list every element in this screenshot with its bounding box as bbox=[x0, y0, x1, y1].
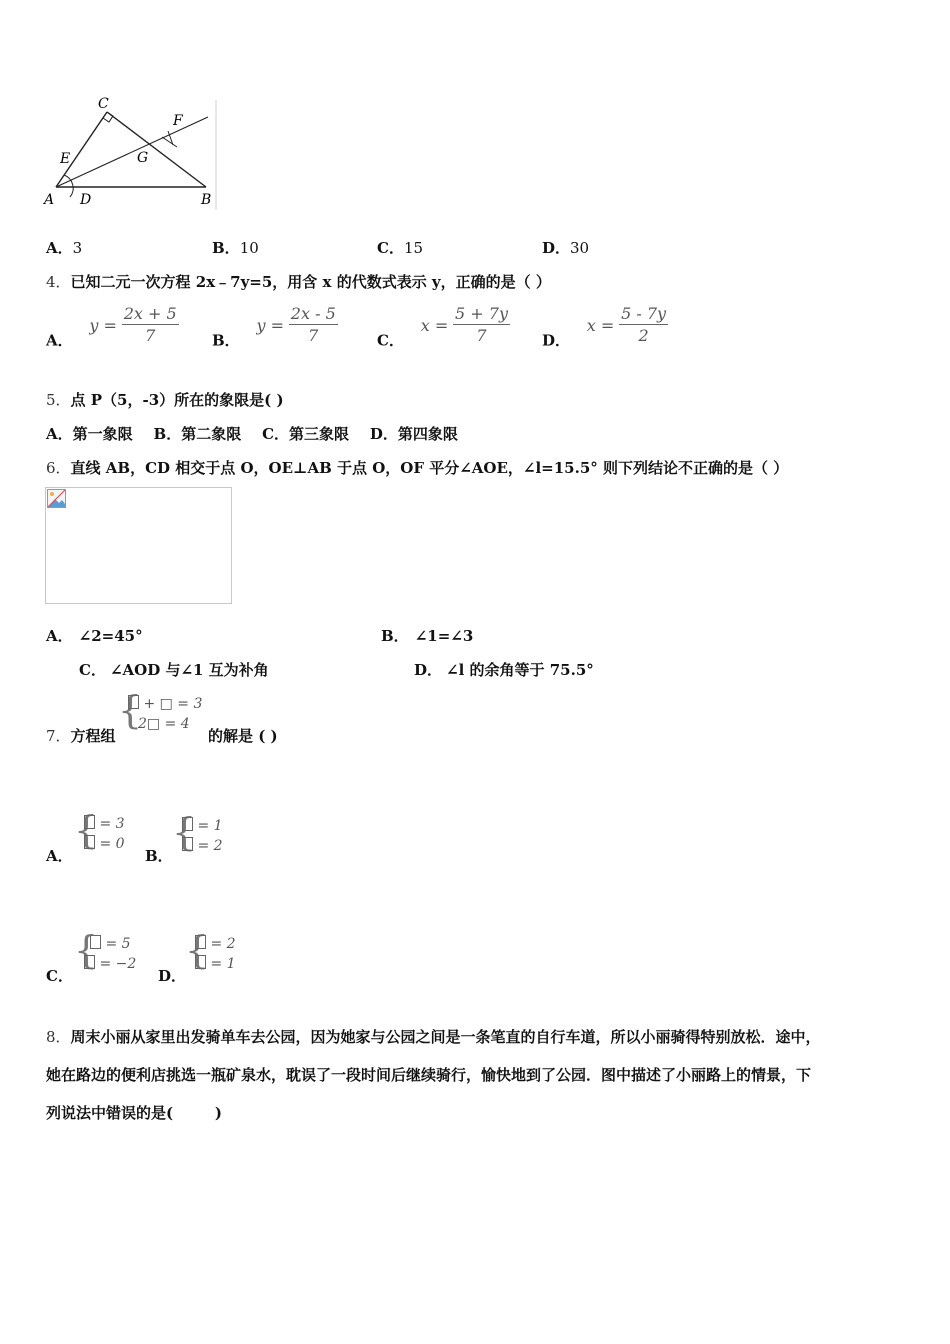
q7-option-b-system[interactable] bbox=[172, 810, 242, 857]
q4-option-d[interactable] bbox=[542, 304, 668, 351]
solution-row-1 bbox=[84, 815, 125, 833]
system-row-1 bbox=[128, 695, 202, 713]
question-text: 点 P（5，-3）所在的象限是( ) bbox=[70, 391, 284, 409]
option-letter: A． bbox=[46, 627, 73, 645]
brace-icon: { bbox=[172, 810, 197, 854]
option-letter: A． bbox=[46, 239, 73, 257]
solution-row-1 bbox=[182, 817, 223, 835]
q3-triangle-figure bbox=[40, 95, 222, 215]
question-text: 已知二元一次方程 2x﹣7y=5，用含 x 的代数式表示 y，正确的是（ ） bbox=[70, 273, 551, 291]
question-text: 直线 AB，CD 相交于点 O，OE⊥AB 于点 O，OF 平分∠AOE，∠l=15.5° 则下列结论不正确的是（ ） bbox=[70, 459, 789, 477]
option-letter: D． bbox=[542, 331, 571, 350]
option-text: ∠AOD 与∠1 互为补角 bbox=[109, 661, 269, 679]
solution-row-2 bbox=[84, 835, 125, 853]
q7-option-d-system[interactable] bbox=[185, 928, 255, 975]
option-letter: B． bbox=[381, 627, 409, 645]
brace-icon: { bbox=[118, 688, 143, 732]
variable-box-icon bbox=[90, 935, 101, 949]
option-letter: C． bbox=[79, 661, 106, 679]
variable-box-icon bbox=[128, 695, 139, 709]
variable-box-icon bbox=[182, 837, 193, 851]
q4-stem bbox=[46, 271, 551, 292]
q7-option-c-system[interactable] bbox=[74, 928, 154, 975]
option-letter: A． bbox=[46, 331, 73, 350]
question-text: 周末小丽从家里出发骑单车去公园，因为她家与公园之间是一条笔直的自行车道，所以小丽骑得特别放松．途中， bbox=[70, 1028, 821, 1046]
denominator: 7 bbox=[476, 326, 487, 345]
system-row-1-text: + □ = 3 bbox=[143, 696, 203, 712]
question-text: 方程组 bbox=[70, 727, 116, 745]
q7-option-a-system[interactable] bbox=[74, 808, 144, 855]
fraction bbox=[289, 304, 338, 347]
q7-equation-system bbox=[118, 688, 208, 735]
numerator: 5 + 7y bbox=[455, 304, 509, 323]
solution-row-1-text: = 3 bbox=[99, 816, 125, 832]
solution-row-1-text: = 5 bbox=[105, 936, 131, 952]
solution-row-1 bbox=[90, 935, 131, 953]
option-text: 3 bbox=[72, 239, 83, 257]
q6-option-a[interactable] bbox=[46, 625, 143, 646]
q7-option-d-letter[interactable]: D． bbox=[158, 967, 187, 985]
variable-box-icon bbox=[195, 935, 206, 949]
label-a: A bbox=[44, 192, 55, 208]
q8-stem-line-2: 她在路边的便利店挑选一瓶矿泉水，耽误了一段时间后继续骑行，愉快地到了公园．图中描述了小丽路上的情景，下 bbox=[46, 1066, 812, 1084]
denominator: 2 bbox=[638, 326, 649, 345]
option-letter: D． bbox=[414, 661, 443, 679]
solution-row-1-text: = 2 bbox=[210, 936, 236, 952]
q6-option-c[interactable] bbox=[79, 659, 269, 680]
option-letter: C． bbox=[377, 239, 404, 257]
q6-broken-image-placeholder bbox=[45, 487, 232, 604]
q6-option-d[interactable] bbox=[414, 659, 594, 680]
solution-row-2 bbox=[84, 955, 136, 973]
variable-box-icon bbox=[84, 835, 95, 849]
q6-stem bbox=[46, 457, 788, 478]
label-f: F bbox=[173, 113, 183, 129]
label-b: B bbox=[201, 192, 212, 208]
solution-row-2-text: = 2 bbox=[197, 838, 223, 854]
question-number: 8． bbox=[46, 1028, 71, 1046]
variable-box-icon bbox=[182, 817, 193, 831]
solution-row-2 bbox=[182, 837, 223, 855]
q4-option-b[interactable] bbox=[212, 304, 338, 351]
label-d: D bbox=[80, 192, 92, 208]
q3-option-b[interactable] bbox=[212, 237, 259, 258]
q3-option-c[interactable] bbox=[377, 237, 423, 258]
formula-lhs: y = bbox=[89, 316, 117, 335]
numerator: 2x - 5 bbox=[290, 304, 336, 323]
q3-option-a[interactable] bbox=[46, 237, 82, 258]
variable-box-icon bbox=[84, 955, 95, 969]
question-number: 6． bbox=[46, 459, 71, 477]
q4-option-c[interactable] bbox=[377, 304, 510, 351]
solution-row-2 bbox=[195, 955, 236, 973]
question-number: 4． bbox=[46, 273, 71, 291]
q7-option-a-letter[interactable]: A． bbox=[46, 847, 73, 865]
q3-option-d[interactable] bbox=[542, 237, 589, 258]
q8-stem-line-1 bbox=[46, 1026, 821, 1047]
q8-stem-line-3: 列说法中错误的是( ) bbox=[46, 1104, 222, 1122]
q7-stem-end: 的解是 ( ) bbox=[208, 727, 278, 745]
brace-icon: { bbox=[74, 808, 99, 852]
label-c: C bbox=[98, 96, 109, 112]
solution-row-2-text: = 0 bbox=[99, 836, 125, 852]
brace-icon: { bbox=[185, 928, 210, 972]
q6-option-b[interactable] bbox=[381, 625, 473, 646]
numerator: 5 - 7y bbox=[621, 304, 667, 323]
label-g: G bbox=[137, 150, 149, 166]
option-letter: B． bbox=[212, 239, 240, 257]
fraction bbox=[122, 304, 179, 347]
variable-box-icon bbox=[84, 815, 95, 829]
q7-stem-start bbox=[46, 725, 116, 746]
solution-row-2-text: = 1 bbox=[210, 956, 236, 972]
q5-stem bbox=[46, 389, 284, 410]
solution-row-1 bbox=[195, 935, 236, 953]
variable-box-icon bbox=[195, 955, 206, 969]
option-text: ∠1=∠3 bbox=[414, 627, 474, 645]
option-letter: D． bbox=[542, 239, 571, 257]
label-e: E bbox=[60, 151, 71, 167]
fraction bbox=[619, 304, 668, 347]
formula-lhs: x = bbox=[420, 316, 449, 335]
denominator: 7 bbox=[145, 326, 156, 345]
q7-option-b-letter[interactable]: B． bbox=[145, 847, 173, 865]
broken-image-icon bbox=[47, 489, 67, 509]
option-text: 10 bbox=[239, 239, 259, 257]
formula-lhs: y = bbox=[256, 316, 284, 335]
q7-option-c-letter[interactable]: C． bbox=[46, 967, 73, 985]
option-letter: C． bbox=[377, 331, 404, 350]
q4-option-a[interactable] bbox=[46, 304, 179, 351]
solution-row-2-text: = −2 bbox=[99, 956, 137, 972]
system-row-2: 2□ = 4 bbox=[138, 716, 190, 732]
option-text: 30 bbox=[570, 239, 590, 257]
question-number: 5． bbox=[46, 391, 71, 409]
option-text: ∠l 的余角等于 75.5° bbox=[446, 661, 594, 679]
formula-lhs: x = bbox=[586, 316, 615, 335]
brace-icon: { bbox=[74, 928, 99, 972]
denominator: 7 bbox=[308, 326, 319, 345]
numerator: 2x + 5 bbox=[123, 304, 177, 323]
question-number: 7． bbox=[46, 727, 71, 745]
option-text: 15 bbox=[403, 239, 424, 257]
option-letter: B． bbox=[212, 331, 240, 350]
q5-options[interactable]: A．第一象限 B．第二象限 C．第三象限 D．第四象限 bbox=[46, 425, 458, 443]
solution-row-1-text: = 1 bbox=[197, 818, 223, 834]
fraction bbox=[453, 304, 510, 347]
option-text: ∠2=45° bbox=[78, 627, 143, 645]
